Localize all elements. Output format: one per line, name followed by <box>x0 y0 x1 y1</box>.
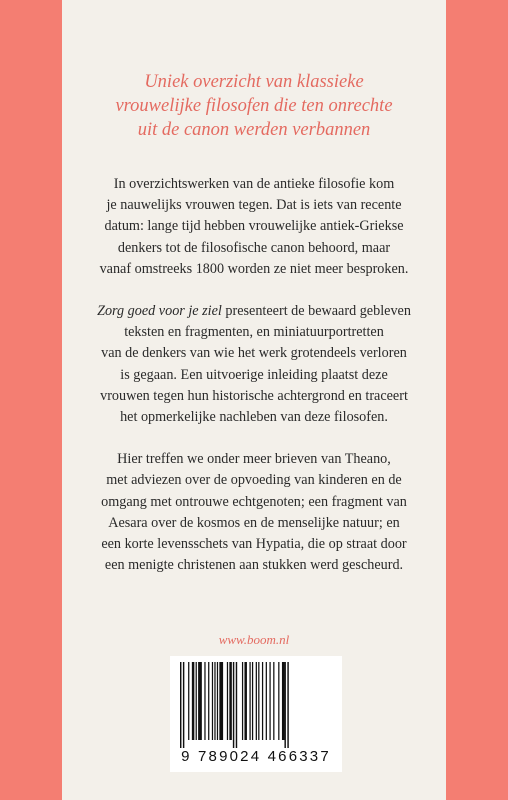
text-line: een korte levensschets van Hypatia, die op straat door <box>101 536 407 553</box>
text-line: het opmerkelijke nachleben van deze filosofen. <box>120 409 388 426</box>
barcode-bar <box>273 662 274 740</box>
text-line: vrouwen tegen hun historische achtergrond en traceert <box>100 387 408 404</box>
barcode <box>170 656 342 772</box>
barcode-bar <box>282 662 285 740</box>
text-line: teksten en fragmenten, en miniatuurportretten <box>124 324 384 341</box>
barcode-bar <box>229 662 232 740</box>
barcode-bar <box>217 662 218 740</box>
barcode-bar <box>266 662 267 740</box>
text-line: van de denkers van wie het werk grotendeels verloren <box>101 345 407 362</box>
barcode-bar <box>249 662 250 740</box>
text-line: datum: lange tijd hebben vrouwelijke antiek-Griekse <box>104 218 404 235</box>
tagline-line: vrouwelijke filosofen die ten onrechte <box>115 96 393 116</box>
barcode-bar <box>212 662 213 740</box>
barcode-bar <box>192 662 195 740</box>
tagline <box>62 70 446 142</box>
barcode-bar <box>196 662 197 740</box>
barcode-bar <box>256 662 257 740</box>
barcode-guard-bar <box>183 662 184 748</box>
text-run: presenteert de bewaard gebleven <box>221 303 411 320</box>
text-line: je nauwelijks vrouwen tegen. Dat is iets van recente <box>106 197 402 214</box>
text-line: denkers tot de filosofische canon behoord, maar <box>117 239 391 256</box>
barcode-bars <box>176 662 336 748</box>
paragraph-1 <box>62 174 446 280</box>
barcode-bar <box>244 662 247 740</box>
text-line: is gegaan. Een uitvoerige inleiding plaatst deze <box>120 366 388 383</box>
text-line: met adviezen over de opvoeding van kinderen en de <box>106 472 402 489</box>
barcode-bar <box>188 662 189 740</box>
barcode-bar <box>252 662 253 740</box>
barcode-bar <box>278 662 279 740</box>
text-line: Aesara over de kosmos en de menselijke natuur; en <box>108 514 400 531</box>
blurb <box>62 174 446 597</box>
barcode-bar <box>262 662 263 740</box>
text-line: omgang met ontrouwe echtgenoten; een fragment van <box>101 493 407 510</box>
barcode-bar <box>198 662 202 740</box>
barcode-bar <box>227 662 228 740</box>
text-line: Hier treffen we onder meer brieven van Theano, <box>117 451 391 468</box>
barcode-bar <box>204 662 205 740</box>
barcode-bar <box>208 662 209 740</box>
publisher-website: www.boom.nl <box>218 632 290 647</box>
isbn-number: 9 789024 466337 <box>181 748 331 765</box>
text-line: In overzichtswerken van de antieke filosofie kom <box>113 176 395 192</box>
tagline-line: uit de canon werden verbannen <box>137 120 371 140</box>
barcode-bar <box>269 662 270 740</box>
paragraph-3 <box>62 449 446 576</box>
barcode-bar <box>214 662 215 740</box>
left-coral-band <box>0 0 62 800</box>
tagline-line: Uniek overzicht van klassieke <box>144 72 364 92</box>
right-coral-band <box>446 0 508 800</box>
barcode-guard-bar <box>236 662 237 748</box>
text-line <box>62 301 446 322</box>
barcode-bar <box>258 662 259 740</box>
barcode-guard-bar <box>180 662 181 748</box>
barcode-guard-bar <box>284 662 285 748</box>
paragraph-2 <box>62 301 446 428</box>
book-title: Zorg goed voor je ziel <box>97 303 222 320</box>
text-line: vanaf omstreeks 1800 worden ze niet meer besproken. <box>99 260 409 277</box>
barcode-guard-bar <box>233 662 234 748</box>
barcode-guard-bar <box>287 662 288 748</box>
barcode-bar <box>242 662 243 740</box>
barcode-bar <box>219 662 223 740</box>
text-line: een menigte christenen aan stukken werd gescheurd. <box>104 557 404 574</box>
